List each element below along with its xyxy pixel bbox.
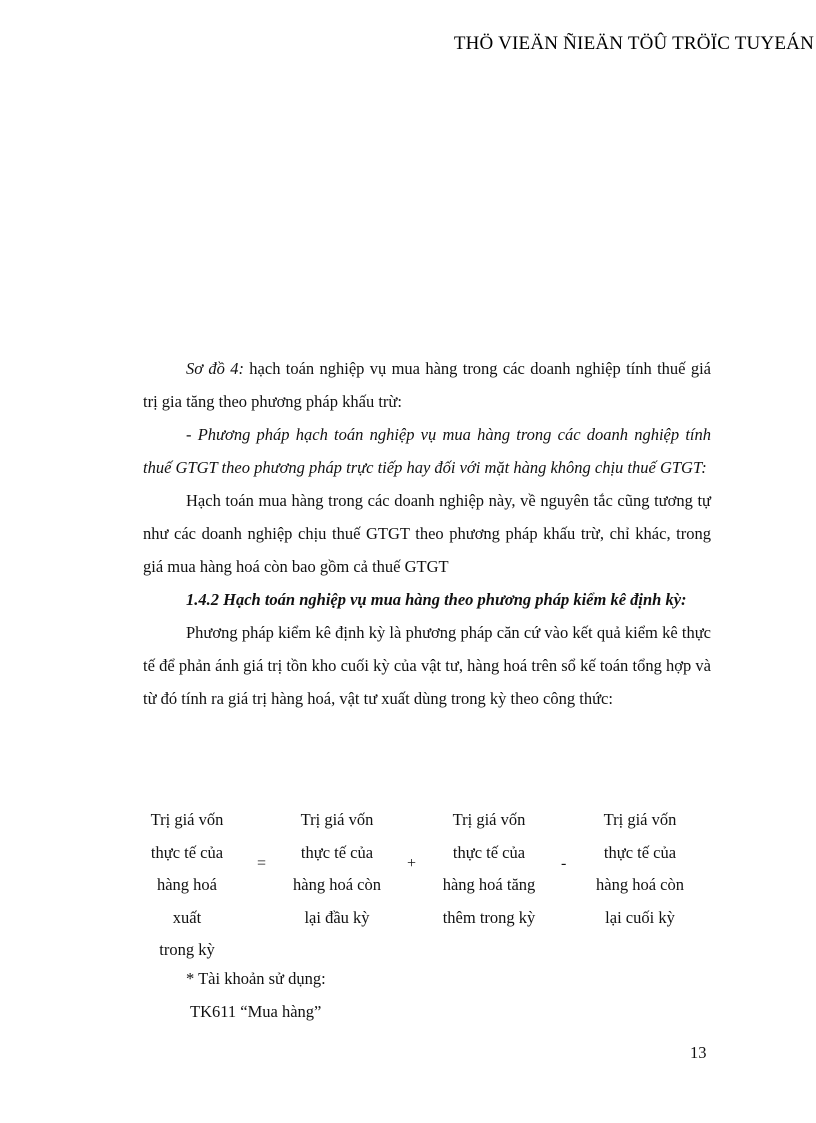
formula-term-line: thực tế của [452,842,526,862]
formula [143,804,713,959]
document-header: THÖ VIEÄN ÑIEÄN TÖÛ TRÖÏC TUYEÁN [453,33,814,54]
formula-operator-plus: + [407,855,417,872]
formula-term-line: thực tế của [603,842,677,862]
formula-term-line: hàng hoá tăng [442,875,536,894]
diagram-caption-text: hạch toán nghiệp vụ mua hàng trong các doanh nghiệp tính thuế giá trị gia tăng theo phương pháp khấu trừ: [143,359,711,411]
document-body [143,352,711,715]
formula-term-line: thực tế của [150,842,224,862]
formula-term-line: hàng hoá còn [293,875,381,894]
formula-term-line: hàng hoá xuất [156,875,218,927]
paragraph-diagram-caption [143,352,711,418]
formula-term-line: Trị giá vốn [150,810,224,829]
formula-term-increase [433,804,545,934]
paragraph-purchase-accounting: Hạch toán mua hàng trong các doanh nghiệp này, về nguyên tắc cũng tương tự như các doanh nghiệp chịu thuế GTGT theo phương pháp khấu trừ, chỉ khác, trong giá mua hàng hoá còn bao gồm cả thuế GTGT [143,491,711,576]
page-number: 13 [690,1043,707,1062]
formula-term-closing [583,804,697,934]
formula-term-line: lại cuối kỳ [605,907,675,927]
section-heading: 1.4.2 Hạch toán nghiệp vụ mua hàng theo phương pháp kiểm kê định kỳ: [186,590,687,609]
accounts-section [186,962,326,1028]
formula-term-line: Trị giá vốn [452,810,526,829]
paragraph-periodic-inventory: Phương pháp kiểm kê định kỳ là phương pháp căn cứ vào kết quả kiểm kê thực tế để phản ánh giá trị tồn kho cuối kỳ của vật tư, hàng hoá trên sổ kế toán tổng hợp và từ đó tính ra giá trị hàng hoá, vật tư xuất dùng trong kỳ theo công thức: [143,623,711,708]
formula-term-line: thêm trong kỳ [442,907,536,927]
formula-term-line: lại đầu kỳ [304,907,370,927]
formula-term-line: Trị giá vốn [300,810,374,829]
paragraph-method-direct: - Phương pháp hạch toán nghiệp vụ mua hàng trong các doanh nghiệp tính thuế GTGT theo phương pháp trực tiếp hay đối với mặt hàng không chịu thuế GTGT: [143,425,711,477]
formula-operator-minus: - [561,855,567,872]
formula-term-line: trong kỳ [159,940,215,959]
formula-term-line: Trị giá vốn [603,810,677,829]
account-tk611: TK611 “Mua hàng” [190,1002,322,1021]
formula-operator-equals: = [257,855,267,872]
formula-term-issued [143,804,231,967]
formula-term-opening [283,804,391,934]
formula-term-line: hàng hoá còn [596,875,684,894]
accounts-label: * Tài khoản sử dụng: [186,969,326,988]
formula-term-line: thực tế của [300,842,374,862]
diagram-label: Sơ đồ 4: [186,359,244,378]
